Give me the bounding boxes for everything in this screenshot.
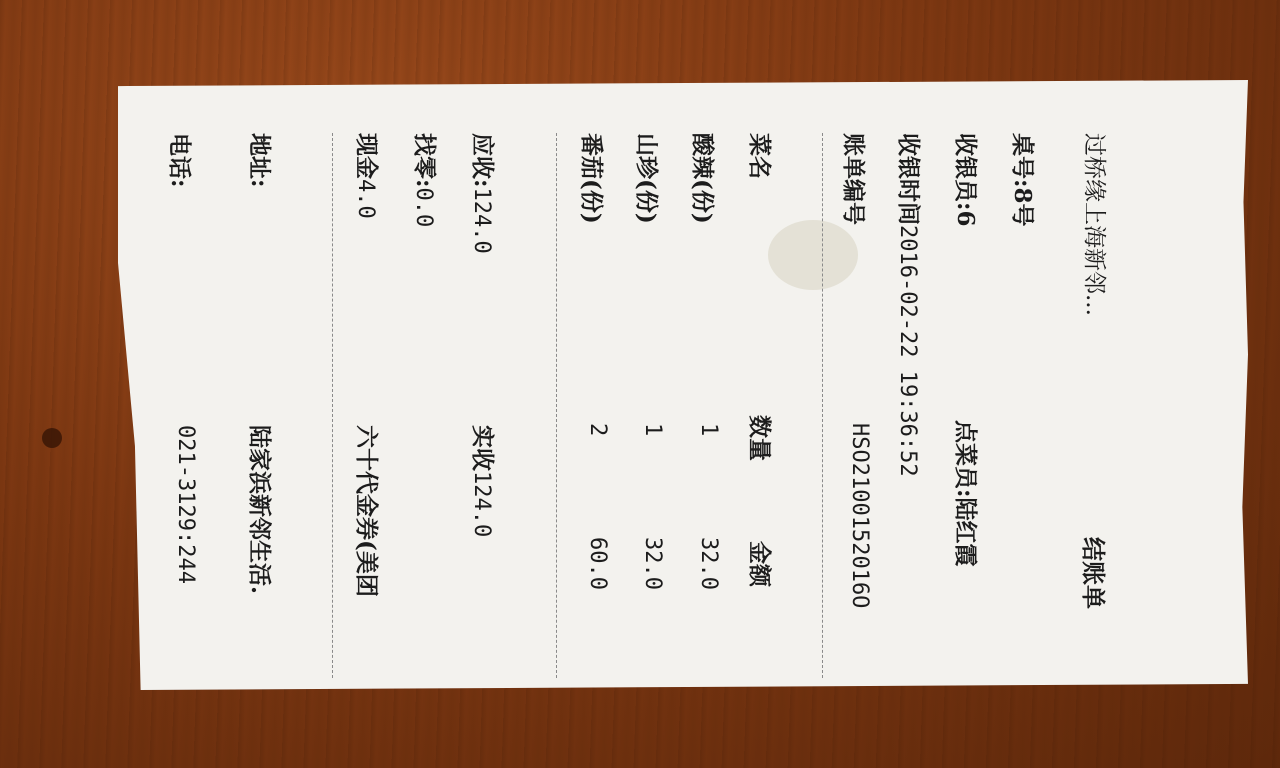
waiter-label: 点菜员: xyxy=(952,420,979,498)
table-label: 桌号: xyxy=(1009,133,1036,188)
item-amount: 32.0 xyxy=(696,537,721,590)
column-header-amount: 金额 xyxy=(746,541,773,587)
cashier-time xyxy=(894,133,927,477)
item-qty: 1 xyxy=(696,423,721,437)
store-name: 过桥缘上海新邻... xyxy=(1081,133,1107,316)
table-value: 8号 xyxy=(1009,187,1036,227)
item-qty: 2 xyxy=(585,423,610,437)
item-amount: 32.0 xyxy=(640,537,665,590)
change-label: 找零: xyxy=(411,133,438,188)
bill-number xyxy=(839,133,872,609)
due-label: 应收: xyxy=(469,133,496,188)
change-value: 0.0 xyxy=(411,187,436,228)
cashier-value: 6 xyxy=(952,210,979,227)
cash-label: 现金 xyxy=(353,133,380,179)
time-label: 收银时间 xyxy=(895,133,922,225)
column-header-name: 菜名 xyxy=(746,133,773,179)
divider xyxy=(556,133,557,678)
phone-label: 电话: xyxy=(166,133,193,188)
item-name: 番茄(份) xyxy=(578,133,605,224)
item-amount: 60.0 xyxy=(585,537,610,590)
cashier xyxy=(951,133,984,227)
waiter-value: 陆红霞 xyxy=(952,497,979,567)
change xyxy=(410,133,443,227)
divider xyxy=(822,133,823,678)
due-value: 124.0 xyxy=(469,187,494,254)
phone-value: 021-3129:244 xyxy=(173,425,198,584)
address-label: 地址: xyxy=(246,133,273,188)
waiter xyxy=(951,420,984,567)
cash xyxy=(352,133,385,219)
receipt-content xyxy=(113,125,1123,695)
wood-knot xyxy=(42,428,62,448)
item-name: 山珍(份) xyxy=(633,133,660,224)
coupon: 六十代金券(美团 xyxy=(353,425,380,597)
paid-label: 实收 xyxy=(469,425,496,471)
column-header-qty: 数量 xyxy=(746,415,773,461)
cashier-label: 收银员: xyxy=(952,133,979,211)
time-value: 2016-02-22 19:36:52 xyxy=(895,225,920,477)
item-name: 酸辣(份) xyxy=(689,133,716,224)
address-value: 陆家浜新邻生活. xyxy=(246,425,273,595)
amount-due xyxy=(468,133,501,254)
cash-value: 4.0 xyxy=(353,179,378,219)
table-number xyxy=(1008,133,1041,227)
divider xyxy=(332,133,333,678)
amount-paid xyxy=(468,425,501,537)
paid-value: 124.0 xyxy=(469,471,494,538)
receipt-title: 结账单 xyxy=(1079,537,1108,609)
bill-value: HSO2100152016O xyxy=(847,423,872,609)
bill-label: 账单编号 xyxy=(840,133,867,225)
item-qty: 1 xyxy=(640,423,665,437)
